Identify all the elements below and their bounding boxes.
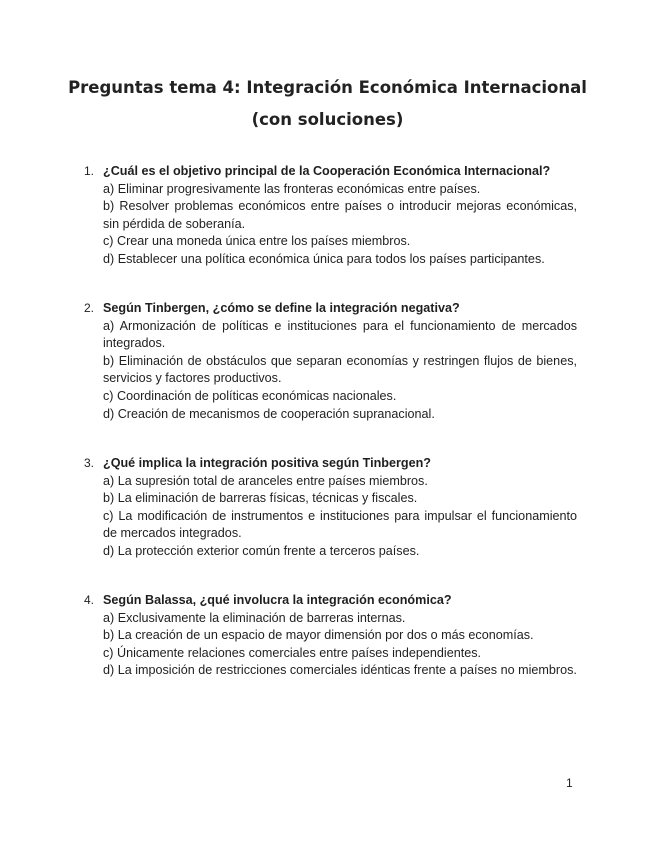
- option-c: c) Crear una moneda única entre los países miembros.: [103, 234, 411, 249]
- option-d: d) Creación de mecanismos de cooperación supranacional.: [103, 406, 435, 421]
- title-line-2: (con soluciones): [251, 110, 404, 129]
- option-a: a) Armonización de políticas e instituciones para el funcionamiento de mercados integrados.: [103, 318, 577, 351]
- option-b: b) Resolver problemas económicos entre países o introducir mejoras económicas, sin pérdida de soberanía.: [103, 199, 577, 231]
- question-number: 2.: [84, 301, 95, 315]
- option-c: c) Únicamente relaciones comerciales entre países independientes.: [103, 645, 482, 660]
- question-text: ¿Qué implica la integración positiva según Tinbergen?: [103, 456, 431, 470]
- option-b: b) Eliminación de obstáculos que separan economías y restringen flujos de bienes, servicios y factores productivos.: [103, 353, 577, 386]
- option-d: d) La imposición de restricciones comerciales idénticas frente a países no miembros.: [103, 663, 577, 678]
- question-text: Según Balassa, ¿qué involucra la integración económica?: [103, 593, 452, 607]
- question-number: 4.: [84, 593, 95, 607]
- option-d: d) La protección exterior común frente a terceros países.: [103, 543, 420, 558]
- question-body: [103, 163, 577, 269]
- page-title: [0, 76, 655, 132]
- option-d: d) Establecer una política económica única para todos los países participantes.: [103, 251, 545, 266]
- question-body: [103, 455, 577, 561]
- page-number: 1: [566, 776, 573, 790]
- option-c: c) Coordinación de políticas económicas nacionales.: [103, 388, 397, 403]
- question-number: 1.: [84, 164, 95, 178]
- option-b: b) La creación de un espacio de mayor dimensión por dos o más economías.: [103, 628, 534, 643]
- question-body: [103, 592, 577, 680]
- option-a: a) Eliminar progresivamente las fronteras económicas entre países.: [103, 181, 481, 196]
- option-a: a) La supresión total de aranceles entre países miembros.: [103, 473, 428, 488]
- title-line-1: Preguntas tema 4: Integración Económica Internacional: [68, 78, 587, 97]
- question-text: Según Tinbergen, ¿cómo se define la integración negativa?: [103, 301, 460, 315]
- option-b: b) La eliminación de barreras físicas, técnicas y fiscales.: [103, 491, 418, 506]
- question-body: [103, 300, 577, 423]
- question-text: ¿Cuál es el objetivo principal de la Cooperación Económica Internacional?: [103, 164, 551, 178]
- option-c: c) La modificación de instrumentos e instituciones para impulsar el funcionamiento de mercados integrados.: [103, 508, 577, 541]
- option-a: a) Exclusivamente la eliminación de barreras internas.: [103, 610, 406, 625]
- question-number: 3.: [84, 456, 95, 470]
